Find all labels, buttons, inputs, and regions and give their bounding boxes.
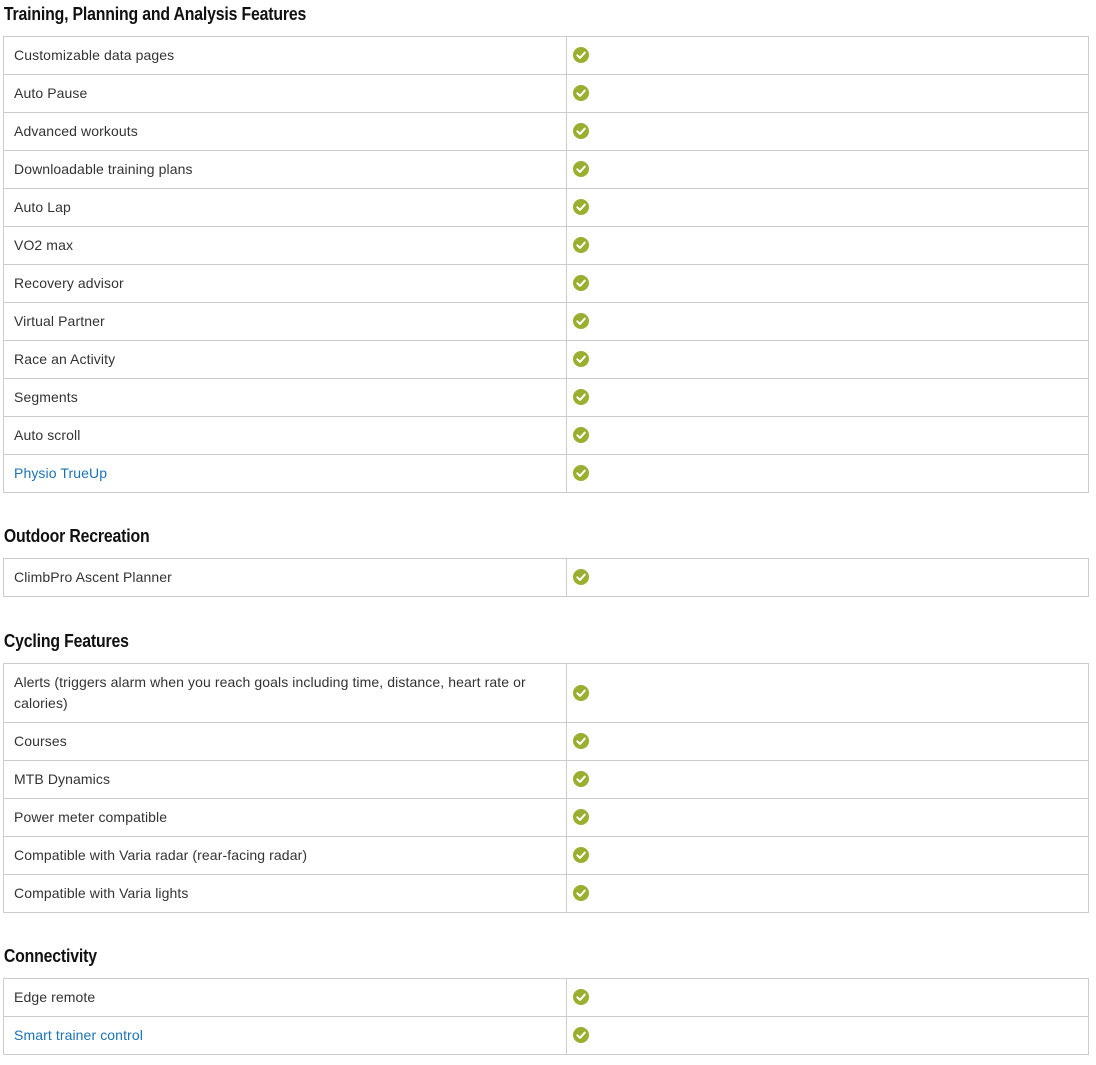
feature-value (567, 37, 1089, 75)
feature-label: Courses (4, 723, 567, 761)
section-title: Outdoor Recreation (3, 526, 150, 546)
feature-value (567, 837, 1089, 875)
feature-value (567, 875, 1089, 913)
table-row (4, 761, 1089, 799)
check-circle-icon (573, 685, 589, 701)
feature-value (567, 761, 1089, 799)
section-title: Training, Planning and Analysis Features (3, 4, 307, 24)
section-title: Cycling Features (3, 631, 129, 651)
feature-link-smart-trainer-control[interactable]: Smart trainer control (4, 1017, 567, 1055)
table-row (4, 875, 1089, 913)
check-circle-icon (573, 733, 589, 749)
section-cycling-features (3, 627, 1089, 913)
feature-label: Compatible with Varia radar (rear-facing radar) (4, 837, 567, 875)
table-row (4, 664, 1089, 723)
table-row (4, 75, 1089, 113)
feature-table (3, 558, 1089, 597)
table-row (4, 723, 1089, 761)
feature-label: ClimbPro Ascent Planner (4, 559, 567, 597)
feature-table (3, 36, 1089, 493)
feature-value (567, 113, 1089, 151)
feature-label: Compatible with Varia lights (4, 875, 567, 913)
feature-label: Race an Activity (4, 341, 567, 379)
feature-value (567, 723, 1089, 761)
feature-label: Customizable data pages (4, 37, 567, 75)
table-row (4, 417, 1089, 455)
feature-label: VO2 max (4, 227, 567, 265)
feature-label: Virtual Partner (4, 303, 567, 341)
table-row (4, 113, 1089, 151)
feature-label: Auto Lap (4, 189, 567, 227)
feature-label: Recovery advisor (4, 265, 567, 303)
feature-value (567, 559, 1089, 597)
feature-value (567, 341, 1089, 379)
feature-label: MTB Dynamics (4, 761, 567, 799)
table-row (4, 379, 1089, 417)
table-row (4, 1017, 1089, 1055)
feature-label: Alerts (triggers alarm when you reach goals including time, distance, heart rate or calories) (4, 664, 567, 723)
feature-label: Downloadable training plans (4, 151, 567, 189)
check-circle-icon (573, 989, 589, 1005)
check-circle-icon (573, 237, 589, 253)
check-circle-icon (573, 771, 589, 787)
table-row (4, 303, 1089, 341)
feature-label: Advanced workouts (4, 113, 567, 151)
feature-value (567, 227, 1089, 265)
feature-link-physio-trueup[interactable]: Physio TrueUp (4, 455, 567, 493)
table-row (4, 455, 1089, 493)
feature-value (567, 455, 1089, 493)
check-circle-icon (573, 569, 589, 585)
section-title: Connectivity (3, 946, 97, 966)
feature-value (567, 1017, 1089, 1055)
check-circle-icon (573, 275, 589, 291)
feature-value (567, 379, 1089, 417)
check-circle-icon (573, 85, 589, 101)
section-connectivity (3, 942, 1089, 1055)
feature-value (567, 664, 1089, 723)
table-row (4, 265, 1089, 303)
feature-value (567, 799, 1089, 837)
feature-label: Auto Pause (4, 75, 567, 113)
feature-label: Power meter compatible (4, 799, 567, 837)
feature-value (567, 189, 1089, 227)
check-circle-icon (573, 351, 589, 367)
check-circle-icon (573, 161, 589, 177)
feature-value (567, 265, 1089, 303)
feature-value (567, 417, 1089, 455)
section-training (3, 0, 1089, 493)
check-circle-icon (573, 313, 589, 329)
table-row (4, 341, 1089, 379)
feature-value (567, 151, 1089, 189)
table-row (4, 227, 1089, 265)
table-row (4, 151, 1089, 189)
table-row (4, 837, 1089, 875)
check-circle-icon (573, 465, 589, 481)
check-circle-icon (573, 809, 589, 825)
check-circle-icon (573, 885, 589, 901)
feature-label: Edge remote (4, 979, 567, 1017)
feature-table (3, 978, 1089, 1055)
table-row (4, 979, 1089, 1017)
feature-value (567, 303, 1089, 341)
table-row (4, 559, 1089, 597)
check-circle-icon (573, 199, 589, 215)
feature-table (3, 663, 1089, 913)
check-circle-icon (573, 847, 589, 863)
feature-label: Segments (4, 379, 567, 417)
check-circle-icon (573, 427, 589, 443)
table-row (4, 189, 1089, 227)
check-circle-icon (573, 1027, 589, 1043)
check-circle-icon (573, 123, 589, 139)
feature-label: Auto scroll (4, 417, 567, 455)
feature-value (567, 75, 1089, 113)
section-outdoor-recreation (3, 522, 1089, 597)
check-circle-icon (573, 47, 589, 63)
table-row (4, 799, 1089, 837)
feature-value (567, 979, 1089, 1017)
table-row (4, 37, 1089, 75)
check-circle-icon (573, 389, 589, 405)
